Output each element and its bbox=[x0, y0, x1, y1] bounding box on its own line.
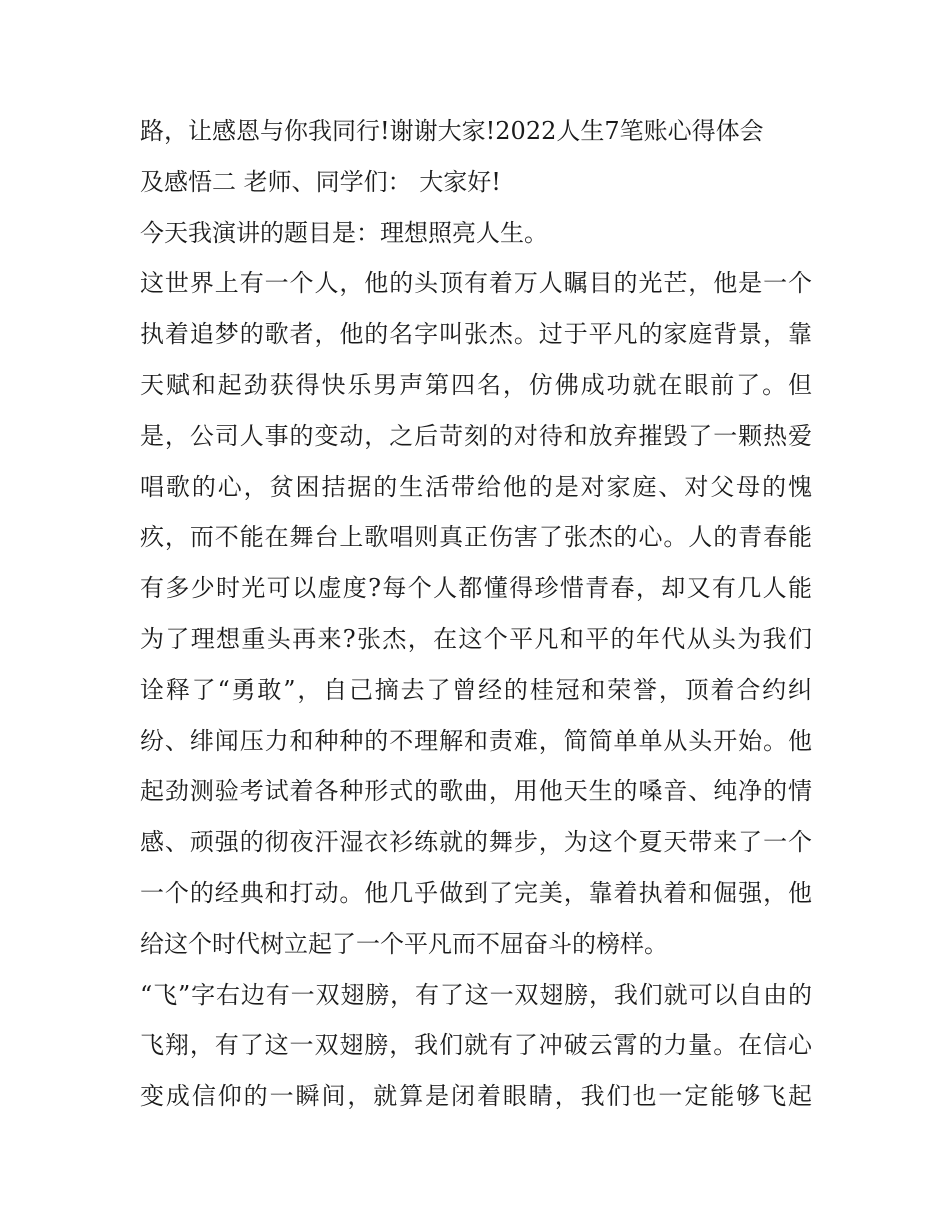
text-line: 感、顽强的彻夜汗湿衣衫练就的舞步，为这个夏天带来了一个 bbox=[140, 828, 812, 857]
text-line: “飞”字右边有一双翅膀，有了这一双翅膀，我们就可以自由的 bbox=[140, 980, 812, 1009]
document-body bbox=[140, 106, 812, 1122]
text-line: 天赋和起劲获得快乐男声第四名，仿佛成功就在眼前了。但 bbox=[140, 370, 812, 399]
text-line: 路，让感恩与你我同行!谢谢大家!2022人生7笔账心得体会 bbox=[140, 117, 764, 145]
text-line: 疚，而不能在舞台上歌唱则真正伤害了张杰的心。人的青春能 bbox=[140, 523, 812, 552]
text-line: 及感悟二 老师、同学们： 大家好! bbox=[140, 167, 501, 196]
text-line: 执着追梦的歌者，他的名字叫张杰。过于平凡的家庭背景，靠 bbox=[140, 320, 812, 349]
text-line: 纷、绯闻压力和种种的不理解和责难，简简单单从头开始。他 bbox=[140, 726, 812, 755]
text-line: 唱歌的心，贫困拮据的生活带给他的是对家庭、对父母的愧 bbox=[140, 472, 812, 501]
text-line: 今天我演讲的题目是：理想照亮人生。 bbox=[140, 218, 548, 247]
text-line: 是，公司人事的变动，之后苛刻的对待和放弃摧毁了一颗热爱 bbox=[140, 421, 812, 450]
text-line: 起劲测验考试着各种形式的歌曲，用他天生的嗓音、纯净的情 bbox=[140, 777, 812, 806]
text-line: 为了理想重头再来?张杰，在这个平凡和平的年代从头为我们 bbox=[140, 624, 812, 653]
text-line: 一个的经典和打动。他几乎做到了完美，靠着执着和倔强，他 bbox=[140, 878, 812, 907]
text-line: 飞翔，有了这一双翅膀，我们就有了冲破云霄的力量。在信心 bbox=[140, 1031, 812, 1060]
text-line: 诠释了“勇敢”，自己摘去了曾经的桂冠和荣誉，顶着合约纠 bbox=[140, 675, 812, 704]
text-line: 变成信仰的一瞬间，就算是闭着眼睛，我们也一定能够飞起 bbox=[140, 1082, 812, 1111]
text-line: 有多少时光可以虚度?每个人都懂得珍惜青春，却又有几人能 bbox=[140, 574, 812, 603]
text-line: 这世界上有一个人，他的头顶有着万人瞩目的光芒，他是一个 bbox=[140, 269, 812, 298]
text-line: 给这个时代树立起了一个平凡而不屈奋斗的榜样。 bbox=[140, 929, 668, 958]
